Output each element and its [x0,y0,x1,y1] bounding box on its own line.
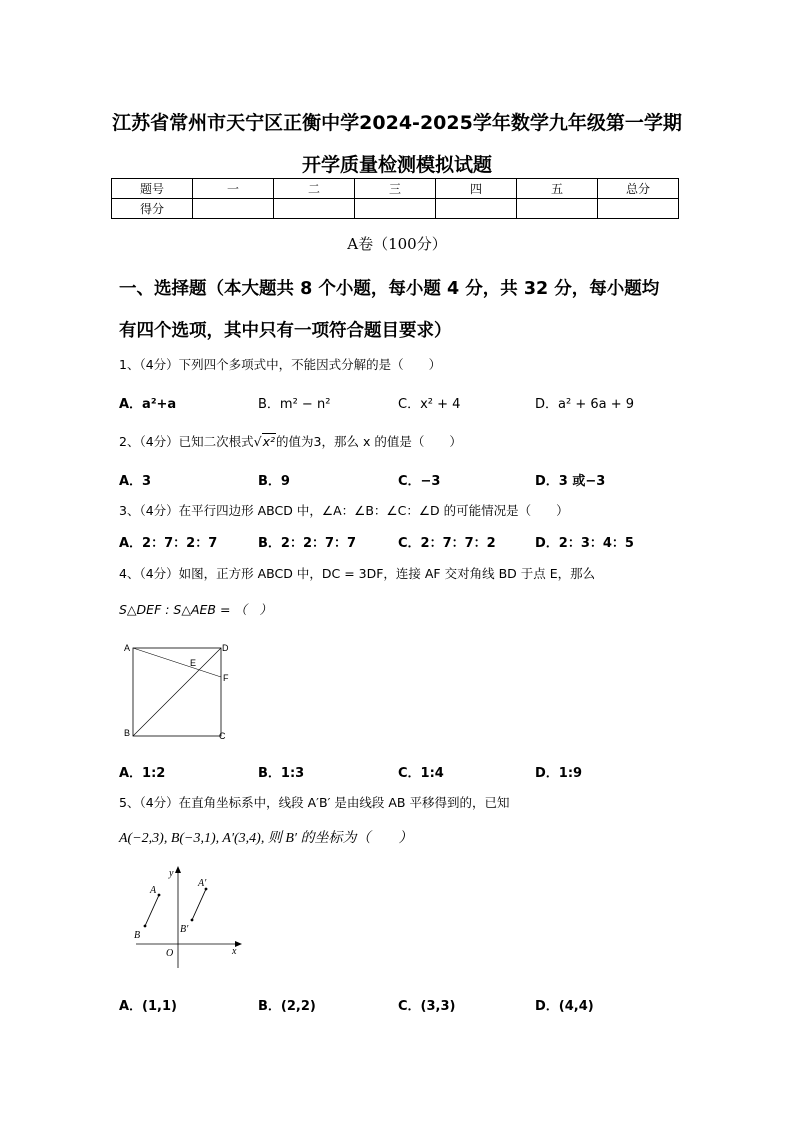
table-cell: 四 [436,179,517,199]
title-line-1: 江苏省常州市天宁区正衡中学2024-2025学年数学九年级第一学期 [112,112,682,134]
label-x: x [232,946,237,957]
label-o: O [166,948,174,959]
q4-option-a: A．1:2 [119,766,166,781]
table-cell [193,199,274,219]
diagonal-bd [133,648,221,736]
label-b-prime: B′ [180,924,189,935]
point-b [144,925,147,928]
label-f: F [223,673,229,683]
q2-option-a: A．3 [119,474,152,489]
table-cell: 得分 [112,199,193,219]
question-5-coords: A(−2,3), B(−3,1), A′(3,4), 则 B′ 的坐标为（ ） [119,831,413,846]
q1-option-d: D．a² + 6a + 9 [535,397,635,412]
table-cell: 总分 [598,179,679,199]
table-cell [598,199,679,219]
q1-option-a: A．a²+a [119,397,177,412]
radical-sign-icon: √ [253,434,262,449]
table-cell [355,199,436,219]
coordinate-figure [128,864,248,974]
question-5-stem: 5、（4分）在直角坐标系中，线段 A′B′ 是由线段 AB 平移得到的，已知 [119,795,510,810]
question-4-stem: 4、（4分）如图，正方形 ABCD 中，DC = 3DF，连接 AF 交对角线 BD 于点 E，那么 [119,566,596,581]
label-a: A [150,885,157,896]
table-cell [517,199,598,219]
q2-radicand: x² [262,434,276,449]
q3-option-d: D．2：3：4：5 [535,536,634,551]
question-1-stem: 1、（4分）下列四个多项式中，不能因式分解的是（ ） [119,357,442,372]
q3-option-a: A．2：7：2：7 [119,536,218,551]
q3-option-c: C．2：7：7：2 [398,536,496,551]
question-3-stem: 3、（4分）在平行四边形 ABCD 中，∠A：∠B：∠C：∠D 的可能情况是（ ） [119,503,569,518]
table-cell [436,199,517,219]
table-cell [274,199,355,219]
label-a-prime: A′ [198,878,207,889]
title-line-2: 开学质量检测模拟试题 [301,154,492,176]
q4-option-c: C．1:4 [398,766,444,781]
q2-option-b: B．9 [258,474,290,489]
label-c: C [219,731,226,741]
table-cell: 题号 [112,179,193,199]
square-figure [118,638,238,742]
table-cell: 五 [517,179,598,199]
label-e: E [190,658,197,668]
q4-option-b: B．1:3 [258,766,305,781]
point-b-prime [191,919,194,922]
section-heading-line-2: 有四个选项，其中只有一项符合题目要求） [119,321,452,341]
y-arrow-icon [175,866,181,873]
q2-stem-pre: 2、（4分）已知二次根式 [119,434,254,449]
q1-option-b: B．m² − n² [258,397,331,412]
table-cell: 三 [355,179,436,199]
label-a: A [124,643,131,653]
question-2-stem [119,432,462,450]
q2-option-d: D．3 或−3 [535,474,606,489]
label-y: y [169,868,174,879]
q5-option-c: C．(3,3) [398,999,456,1014]
q2-stem-post: 的值为3，那么 x 的值是（ ） [276,434,462,449]
question-4-ratio: S△DEF : S△AEB = （ ） [119,602,272,617]
score-table [111,178,679,219]
q5-option-a: A．(1,1) [119,999,177,1014]
q3-option-b: B．2：2：7：7 [258,536,357,551]
table-cell: 一 [193,179,274,199]
q1-option-c: C．x² + 4 [398,397,461,412]
section-heading-line-1: 一、选择题（本大题共 8 个小题，每小题 4 分，共 32 分，每小题均 [119,279,660,299]
label-b: B [134,930,141,941]
point-a [158,894,161,897]
volume-heading: A卷（100分） [347,235,447,253]
label-b: B [124,728,131,738]
segment-ab [145,895,159,926]
label-d: D [222,643,229,653]
q4-option-d: D．1:9 [535,766,583,781]
table-row [112,179,679,199]
q5-option-b: B．(2,2) [258,999,316,1014]
segment-af [133,648,221,677]
q2-option-c: C．−3 [398,474,441,489]
segment-a-prime-b-prime [192,889,206,920]
q5-option-d: D．(4,4) [535,999,594,1014]
table-cell: 二 [274,179,355,199]
table-row [112,199,679,219]
